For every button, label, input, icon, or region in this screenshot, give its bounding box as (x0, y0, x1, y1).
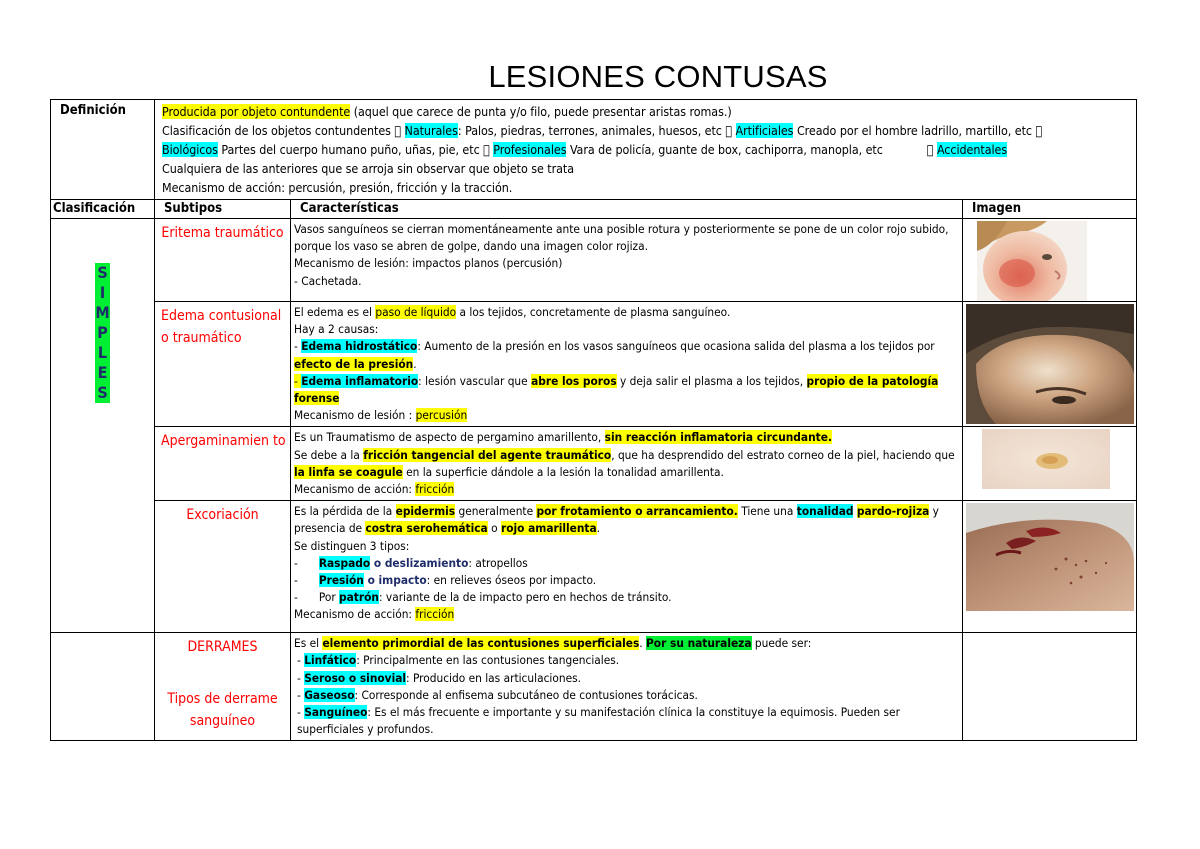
bullet-glyph (483, 142, 490, 157)
characteristics-eritema (291, 219, 963, 302)
definition-content (155, 100, 1137, 200)
definition-line-5: Mecanismo de acción: percusión, presión, fricción y la tracción. (162, 180, 513, 195)
subtype-derrames-sub: Tipos de derrame sanguíneo (167, 691, 278, 730)
text: y deja salir el plasma a los tejidos, (616, 373, 807, 388)
highlight: Edema inflamatorio (301, 373, 419, 388)
definition-label: Definición (51, 100, 155, 200)
highlight: Gaseoso (304, 687, 355, 702)
text: Vara de policía, guante de box, cachiporra, manopla, etc (556, 142, 873, 157)
characteristics-apergaminamiento (291, 427, 963, 501)
highlight: Naturales (405, 123, 458, 138)
text: Clasificación de los objetos contundentes (162, 123, 395, 138)
child-cheek-photo (977, 221, 1087, 301)
text: Se distinguen 3 tipos: (294, 538, 410, 553)
definition-line-1 (162, 102, 1136, 121)
definition-line-4: Cualquiera de las anteriores que se arroja sin observar que objeto se trata (162, 161, 575, 176)
bullet-glyph (1035, 123, 1042, 138)
list-item: - Por patrón: variante de la de impacto pero en hechos de tránsito. (294, 590, 672, 605)
subtype-excoriacion: Excoriación (155, 501, 291, 633)
text: o (487, 521, 501, 536)
bullet-glyph (394, 123, 401, 138)
text: Es un Traumatismo de aspecto de pergamino amarillento, (294, 430, 605, 445)
text: Por (318, 590, 340, 605)
text: : Es el más frecuente e importante y su manifestación clínica la constituye la equimosis. Pueden ser superficiales y profundos. (297, 705, 900, 737)
highlight: Presión (318, 573, 364, 588)
subtype-apergaminamiento: Apergaminamien to (155, 427, 291, 501)
text: : lesión vascular que (418, 373, 532, 388)
text: (aquel que carece de punta y/o filo, puede presentar aristas romas.) (350, 104, 732, 119)
text: o deslizamiento (370, 555, 469, 570)
simples-letter: L (95, 343, 110, 363)
highlight: tonalidad (796, 504, 854, 519)
highlight: Artificiales (736, 123, 794, 138)
text (294, 635, 960, 652)
image-cell-edema (963, 302, 1137, 427)
highlight: Edema hidrostático (301, 339, 418, 354)
characteristics-edema (291, 302, 963, 427)
header-row (51, 200, 1137, 219)
highlight: Linfático (304, 653, 357, 668)
text (294, 304, 960, 321)
text: : Aumento de la presión en los vasos sanguíneos que ocasiona salida del plasma a los tejidos por (417, 339, 935, 354)
list-item: - Gaseoso: Corresponde al enfisema subcutáneo de contusiones torácicas. (297, 687, 698, 702)
highlight: Raspado (318, 555, 371, 570)
row-eritema (51, 219, 1137, 302)
subtype-derrames (155, 633, 291, 741)
highlight: Producida por objeto contundente (162, 104, 351, 119)
header-subtipos: Subtipos (155, 200, 291, 219)
text: Es la pérdida de la (294, 504, 396, 519)
text: Es el (294, 636, 323, 651)
row-excoriacion (51, 501, 1137, 633)
highlight: Accidentales (937, 142, 1007, 157)
highlight: Biológicos (162, 142, 218, 157)
text: y presencia de (294, 504, 939, 536)
page-title: LESIONES CONTUSAS (488, 59, 828, 94)
text: a los tejidos, concretamente de plasma sanguíneo. (456, 305, 731, 319)
text: . (596, 521, 600, 536)
highlight: Seroso o sinovial (304, 670, 407, 685)
text: Mecanismo de acción: (294, 607, 416, 622)
text: Partes del cuerpo humano puño, uñas, pie, etc (217, 142, 484, 157)
simples-letter: S (95, 383, 110, 403)
list-item: - Seroso o sinovial: Producido en las articulaciones. (297, 670, 582, 685)
row-edema (51, 302, 1137, 427)
text: o impacto (363, 573, 427, 588)
definition-row (51, 100, 1137, 200)
highlight: paso de líquido (375, 305, 457, 319)
highlight: efecto de la presión (294, 356, 414, 371)
text: en la superficie dándole a la lesión la tonalidad amarillenta. (402, 464, 724, 479)
image-cell-derrames (963, 633, 1137, 741)
classification-empty (51, 633, 155, 741)
list-item: - Presión o impacto: en relieves óseos por impacto. (294, 573, 597, 588)
text: : Principalmente en las contusiones tangenciales. (356, 653, 620, 668)
text: puede ser: (751, 636, 812, 651)
simples-letter: I (95, 283, 110, 303)
row-derrames (51, 633, 1137, 741)
text: - (294, 339, 302, 354)
highlight: Sanguíneo (304, 705, 368, 720)
image-cell-excoriacion (963, 501, 1137, 633)
text: . (639, 636, 647, 651)
highlight: epidermis (395, 504, 456, 519)
highlight: Por su naturaleza (646, 636, 752, 651)
list-item: - Linfático: Principalmente en las contusiones tangenciales. (297, 653, 620, 668)
text: Se debe a la (294, 447, 364, 462)
highlight: costra serohemática (365, 521, 488, 536)
row-apergaminamiento (51, 427, 1137, 501)
text (294, 503, 960, 537)
highlight: patrón (339, 590, 379, 605)
highlight: rojo amarillenta (500, 521, 597, 536)
definition-line-2 (162, 121, 1136, 140)
characteristics-excoriacion (291, 501, 963, 633)
text: - Cachetada. (294, 273, 362, 288)
text (294, 429, 960, 446)
text: : en relieves óseos por impacto. (426, 573, 597, 588)
simples-letter: S (95, 263, 110, 283)
text: Mecanismo de lesión : (294, 408, 416, 423)
highlight: abre los poros (531, 373, 617, 388)
text: : Corresponde al enfisema subcutáneo de contusiones torácicas. (354, 687, 698, 702)
highlight: Profesionales (493, 142, 566, 157)
highlight: la linfa se coagule (294, 464, 403, 479)
simples-vertical-label (51, 219, 154, 403)
parchment-skin-photo (982, 429, 1110, 489)
list-item (294, 338, 960, 372)
text: Mecanismo de acción: (294, 482, 416, 497)
simples-letter: E (95, 363, 110, 383)
text (294, 481, 960, 498)
highlight: elemento primordial de las contusiones superficiales (322, 636, 640, 651)
bullet-glyph (916, 142, 921, 157)
characteristics-derrames (291, 633, 963, 741)
lesiones-table (50, 99, 1137, 741)
highlight: por frotamiento o arrancamiento. (536, 504, 738, 519)
definition-line-3 (162, 140, 1136, 159)
highlight: pardo-rojiza (856, 504, 930, 519)
text: : Producido en las articulaciones. (406, 670, 582, 685)
text: Tiene una (737, 504, 797, 519)
text: - (294, 373, 302, 388)
highlight: propio de la patología forense (294, 373, 939, 406)
text: El edema es el (294, 305, 376, 319)
text (294, 407, 960, 424)
text: Vasos sanguíneos se cierran momentáneamente ante una posible rotura y posteriormente se pone de un color rojo subido, porque los vaso se abren de golpe, dando una imagen color rojiza. (294, 222, 949, 254)
text: : Palos, piedras, terrones, animales, huesos, etc (447, 123, 716, 138)
text: : variante de la de impacto pero en hechos de tránsito. (378, 590, 672, 605)
text (294, 606, 960, 623)
text (294, 447, 960, 481)
forehead-edema-photo (966, 304, 1134, 424)
header-imagen: Imagen (963, 200, 1137, 219)
text: . (413, 356, 417, 371)
subtype-derrames-title: DERRAMES (187, 639, 258, 656)
text: Mecanismo de lesión: impactos planos (percusión) (294, 256, 563, 271)
text: generalmente (455, 504, 537, 519)
header-caracteristicas: Características (291, 200, 963, 219)
image-cell-apergaminamiento (963, 427, 1137, 501)
list-item: - Raspado o deslizamiento: atropellos (294, 555, 528, 570)
highlight: fricción (415, 482, 455, 497)
excoriation-photo (966, 503, 1134, 611)
text: : atropellos (468, 555, 528, 570)
image-cell-eritema (963, 219, 1137, 302)
classification-simples (51, 219, 155, 633)
list-item (294, 373, 960, 407)
simples-letter: M (95, 303, 110, 322)
bullet-glyph (725, 123, 732, 138)
simples-letter: P (95, 323, 110, 343)
highlight: percusión (415, 408, 468, 423)
text: Creado por el hombre ladrillo, martillo, etc (773, 123, 1016, 138)
subtype-eritema: Eritema traumático (155, 219, 291, 302)
highlight: fricción tangencial del agente traumático (363, 447, 612, 462)
header-clasificacion: Clasificación (51, 200, 155, 219)
subtype-edema: Edema contusional o traumático (155, 302, 291, 427)
text: , que ha desprendido del estrato corneo de la piel, haciendo que (611, 447, 955, 462)
highlight: sin reacción inflamatoria circundante. (604, 430, 832, 445)
text: Hay a 2 causas: (294, 322, 379, 337)
highlight: fricción (415, 607, 455, 622)
list-item: - Sanguíneo: Es el más frecuente e importante y su manifestación clínica la constituye la equimosis. Pueden ser superficiales y profundos. (297, 705, 900, 737)
